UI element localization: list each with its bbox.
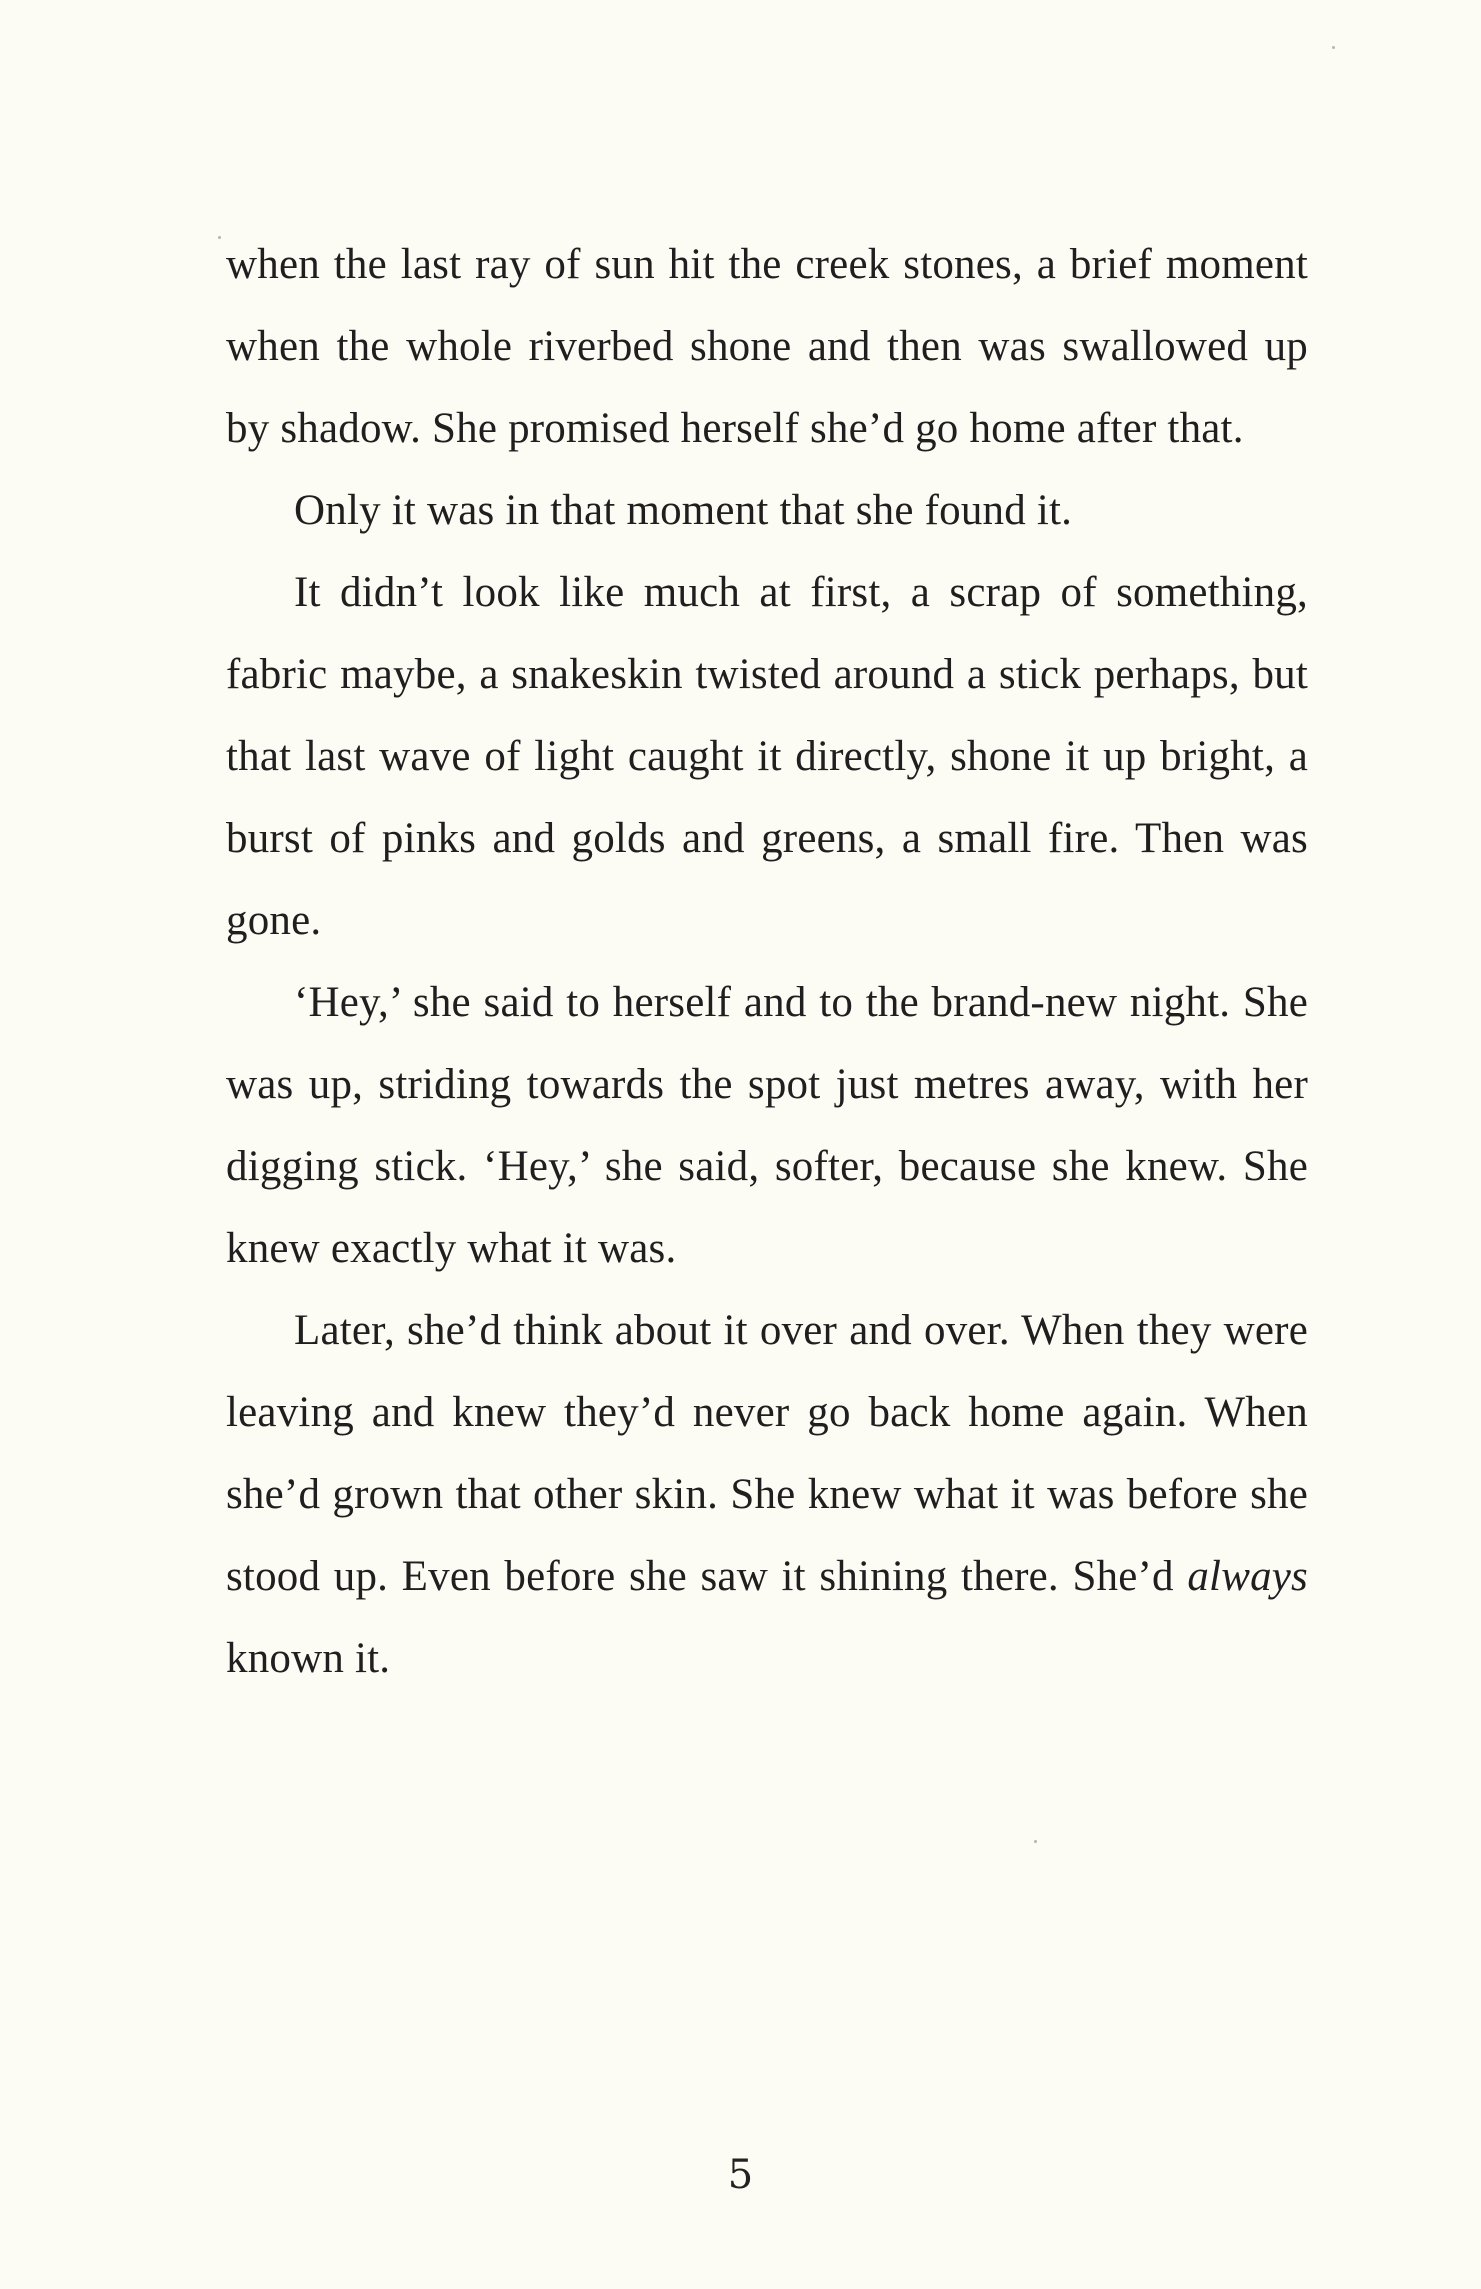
paragraph-continuation: when the last ray of sun hit the creek stones, a brief moment when the whole riverbed shone and then was swallowed up by shadow. She promised herself she’d go home after that. — [226, 241, 1308, 452]
emphasis-always: always — [1187, 1553, 1308, 1600]
paragraph-found-it: Only it was in that moment that she found it. — [294, 487, 1073, 534]
paragraph-later-tail: known it. — [226, 1635, 391, 1682]
paragraph-hey: ‘Hey,’ she said to herself and to the brand-new night. She was up, striding towards the spot just metres away, with her digging stick. ‘Hey,’ she said, softer, because she knew. She knew exactly what it was. — [226, 979, 1308, 1272]
paper-speck — [1034, 1840, 1037, 1843]
paper-speck — [1332, 46, 1335, 49]
paragraph-later-text: Later, she’d think about it over and over. When they were leaving and knew they’d never go back home again. When she’d grown that other skin. She knew what it was before she stood up. Even before she saw it shining there. She’d — [226, 1307, 1308, 1600]
paragraph-scrap: It didn’t look like much at first, a scrap of something, fabric maybe, a snakeskin twisted around a stick perhaps, but that last wave of light caught it directly, shone it up bright, a burst of pinks and golds and greens, a small fire. Then was gone. — [226, 569, 1308, 944]
body-text — [226, 224, 1308, 1700]
page-number: 5 — [727, 2152, 754, 2198]
paper-speck — [218, 236, 221, 239]
paragraph-later — [226, 1290, 1308, 1700]
